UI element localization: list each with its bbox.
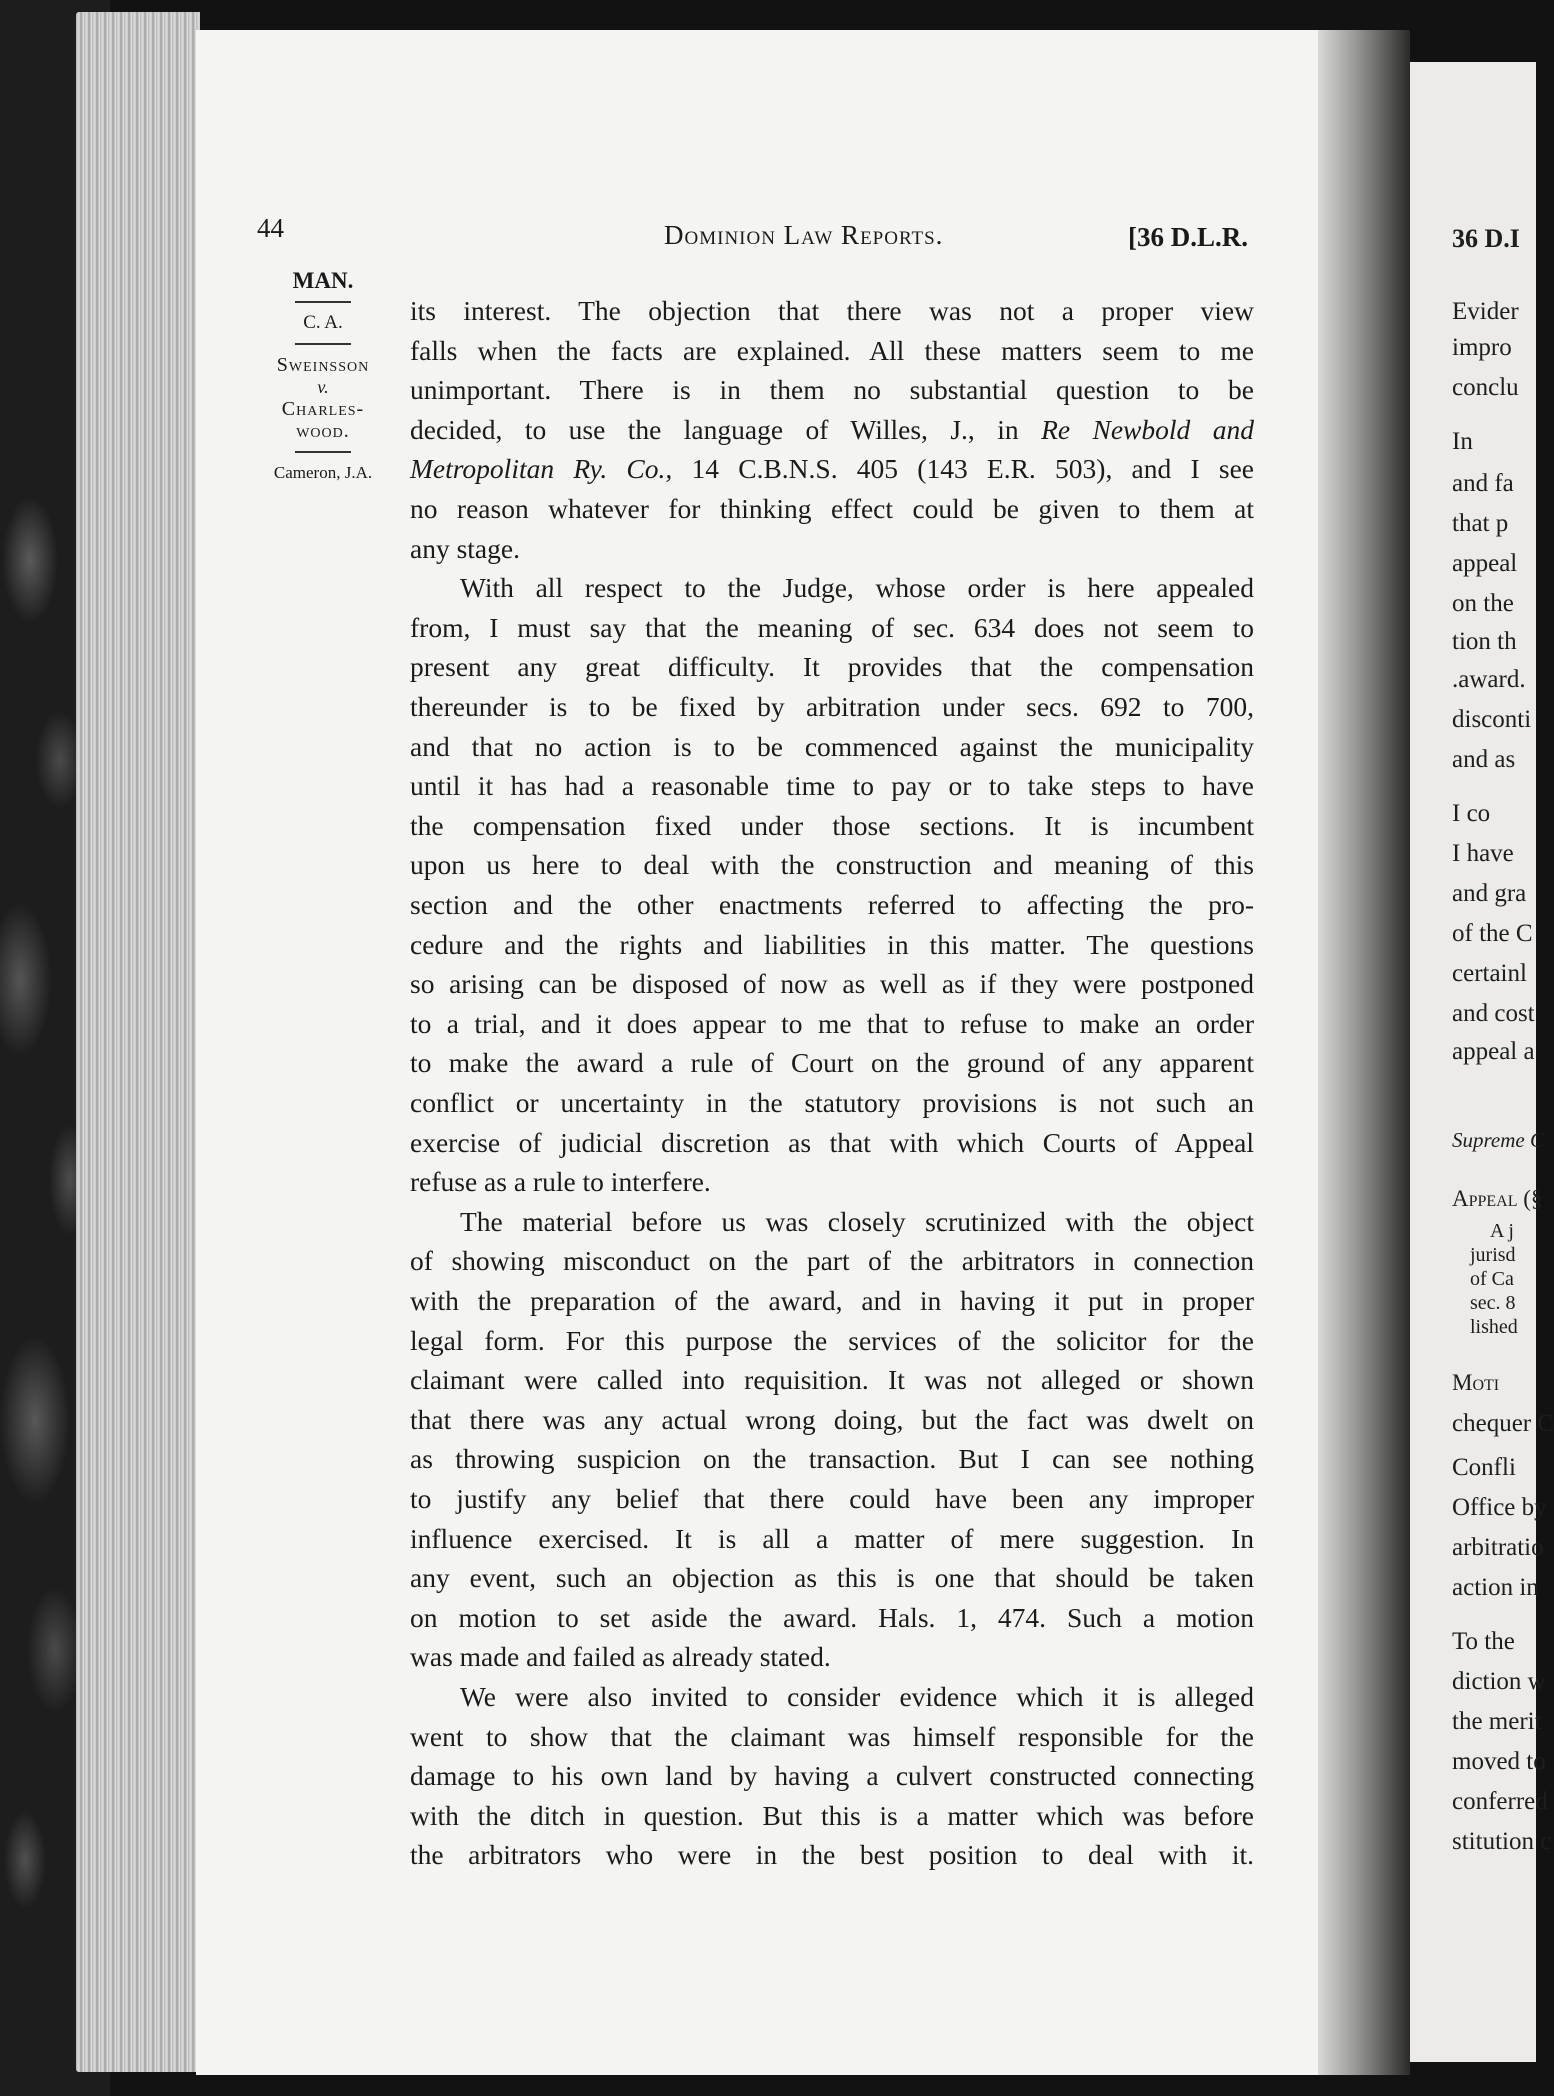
right-page-line: and cost <box>1452 1000 1535 1027</box>
body-line: upon us here to deal with the construction and meaning of this <box>410 849 1254 881</box>
margin-note <box>252 270 394 484</box>
right-page-line: certainl <box>1452 960 1527 987</box>
margin-court: MAN. <box>292 268 354 293</box>
body-line: went to show that the claimant was himself responsible for the <box>410 1720 1254 1752</box>
body-line: damage to his own land by having a culvert constructed connecting <box>410 1760 1254 1792</box>
right-page-line: Appeal (§ <box>1452 1186 1543 1211</box>
book-page-edges <box>76 12 200 2072</box>
case-name-italic: Metropolitan Ry. Co., <box>410 453 673 485</box>
body-line: conflict or uncertainty in the statutory provisions is not such an <box>410 1087 1254 1118</box>
body-line: with the ditch in question. But this is a matter which was before <box>410 1799 1254 1831</box>
right-page-line: To the <box>1452 1628 1515 1655</box>
right-page-line: conclu <box>1452 374 1519 401</box>
body-line: on motion to set aside the award. Hals. 1, 474. Such a motion <box>410 1601 1254 1633</box>
margin-judge: Cameron, J.A. <box>273 463 373 482</box>
margin-versus: v. <box>317 377 329 397</box>
right-page-line: .award. <box>1452 666 1526 693</box>
right-page-line: conferred <box>1452 1788 1548 1815</box>
right-page-line: moved to <box>1452 1748 1546 1775</box>
body-line: decided, to use the language of Willes, J., in Re Newbold and <box>410 413 1254 445</box>
right-page-line: of the C <box>1452 920 1533 947</box>
book-gutter <box>1318 30 1410 2075</box>
right-page-line: stitution c <box>1452 1828 1552 1855</box>
margin-party-2-line-1: Charles- <box>281 398 365 420</box>
body-line: refuse as a rule to interfere. <box>410 1166 711 1198</box>
right-page <box>1410 62 1554 2062</box>
body-line: any event, such an objection as this is one that should be taken <box>410 1562 1254 1594</box>
right-page-line: I have <box>1452 840 1514 867</box>
body-line: claimant were called into requisition. It was not alleged or shown <box>410 1364 1254 1396</box>
body-line: to a trial, and it does appear to me that to refuse to make an order <box>410 1007 1254 1039</box>
body-line: no reason whatever for thinking effect could be given to them at <box>410 493 1254 524</box>
body-line: present any great difficulty. It provides that the compensation <box>410 651 1254 683</box>
right-page-line: action in <box>1452 1574 1539 1601</box>
margin-division: C. A. <box>303 312 343 333</box>
body-line: so arising can be disposed of now as well as if they were postponed <box>410 968 1254 1000</box>
right-page-line: Evider <box>1452 298 1519 325</box>
body-line: from, I must say that the meaning of sec. 634 does not seem to <box>410 611 1254 643</box>
body-line: legal form. For this purpose the services of the solicitor for the <box>410 1324 1254 1356</box>
margin-party-2-line-2: wood. <box>296 420 350 442</box>
body-line: Metropolitan Ry. Co., 14 C.B.N.S. 405 (143 E.R. 503), and I see <box>410 453 1254 485</box>
body-line: the compensation fixed under those sections. It is incumbent <box>410 809 1254 841</box>
right-page-line: and fa <box>1452 470 1514 497</box>
body-line: that there was any actual wrong doing, but the fact was dwelt on <box>410 1403 1254 1435</box>
right-page-line: diction w <box>1452 1668 1546 1695</box>
body-line: unimportant. There is in them no substantial question to be <box>410 374 1254 406</box>
page-number: 44 <box>257 213 284 243</box>
right-page-header: 36 D.I <box>1452 224 1520 253</box>
right-page-line: disconti <box>1452 706 1532 733</box>
right-page-line: A j <box>1490 1220 1514 1242</box>
right-page-line: and as <box>1452 746 1516 773</box>
right-page-line: tion th <box>1452 628 1517 655</box>
right-page-line: lished <box>1470 1316 1518 1338</box>
body-line: The material before us was closely scrutinized with the object <box>460 1205 1254 1237</box>
right-page-line: In <box>1452 428 1473 455</box>
margin-divider <box>295 301 351 303</box>
right-page-line: Moti <box>1452 1370 1500 1395</box>
body-line: thereunder is to be fixed by arbitration under secs. 692 to 700, <box>410 691 1254 722</box>
right-page-line: Supreme C <box>1452 1128 1544 1152</box>
right-page-line: of Ca <box>1470 1268 1514 1290</box>
margin-party-1: Sweinsson <box>276 354 370 376</box>
body-line: with the preparation of the award, and in having it put in proper <box>410 1285 1254 1316</box>
body-line: section and the other enactments referred to affecting the pro- <box>410 889 1254 920</box>
case-name-italic: Re Newbold and <box>1041 413 1254 445</box>
right-page-line: sec. 8 <box>1470 1292 1516 1314</box>
right-page-line: impro <box>1452 334 1512 361</box>
body-line: influence exercised. It is all a matter of mere suggestion. In <box>410 1522 1254 1554</box>
right-page-line: that p <box>1452 510 1509 537</box>
right-page-line: Confli <box>1452 1454 1516 1481</box>
margin-divider <box>295 343 351 345</box>
body-line: as throwing suspicion on the transaction. But I can see nothing <box>410 1443 1254 1475</box>
right-page-line: on the <box>1452 590 1514 617</box>
right-page-line: jurisd <box>1470 1244 1516 1266</box>
body-line: exercise of judicial discretion as that with which Courts of Appeal <box>410 1126 1254 1158</box>
body-line: With all respect to the Judge, whose order is here appealed <box>460 572 1254 604</box>
body-line: falls when the facts are explained. All these matters seem to me <box>410 334 1254 366</box>
right-page-line: appeal a <box>1452 1038 1535 1065</box>
right-page-line: appeal <box>1452 550 1518 577</box>
volume-reference: [36 D.L.R. <box>1128 222 1248 252</box>
body-line: was made and failed as already stated. <box>410 1641 831 1673</box>
body-line: its interest. The objection that there was not a proper view <box>410 295 1254 326</box>
right-page-line: Office by <box>1452 1494 1547 1521</box>
body-line: until it has had a reasonable time to pay or to take steps to have <box>410 770 1254 802</box>
right-page-line: the merit <box>1452 1708 1542 1735</box>
right-page-line: arbitratio <box>1452 1534 1544 1561</box>
body-line: the arbitrators who were in the best position to deal with it. <box>410 1839 1254 1871</box>
body-line: cedure and the rights and liabilities in this matter. The questions <box>410 928 1254 960</box>
body-line: to justify any belief that there could have been any improper <box>410 1483 1254 1514</box>
body-line: to make the award a rule of Court on the ground of any apparent <box>410 1047 1254 1079</box>
right-page-line: I co <box>1452 800 1491 827</box>
body-line: any stage. <box>410 532 520 564</box>
right-page-line: chequer C <box>1452 1410 1554 1437</box>
body-line: of showing misconduct on the part of the arbitrators in connection <box>410 1245 1254 1277</box>
body-line: and that no action is to be commenced against the municipality <box>410 730 1254 762</box>
running-title: Dominion Law Reports. <box>664 220 944 250</box>
right-page-line: and gra <box>1452 880 1527 907</box>
margin-divider <box>295 451 351 453</box>
body-line: We were also invited to consider evidence which it is alleged <box>460 1681 1254 1712</box>
